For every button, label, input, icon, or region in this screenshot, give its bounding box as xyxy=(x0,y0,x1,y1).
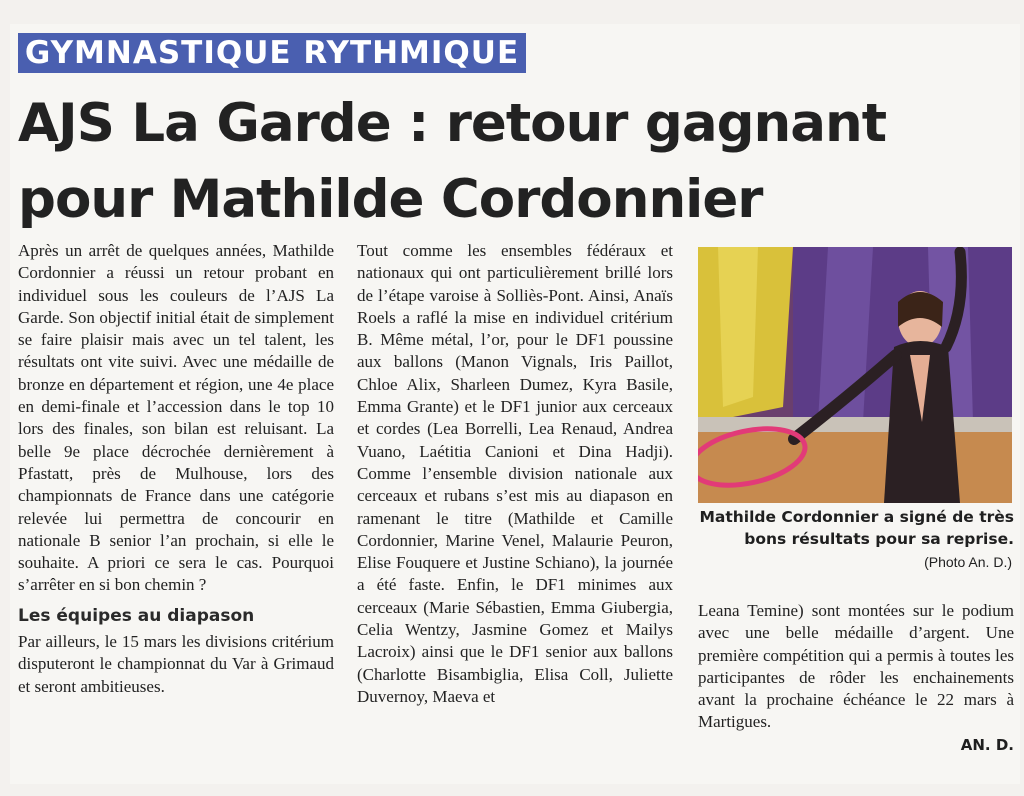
photo-caption: Mathilde Cordonnier a signé de très bons résultats pour sa reprise. xyxy=(699,508,1014,548)
article-column-3 xyxy=(698,600,1014,734)
headline-line-2: pour Mathilde Cordonnier xyxy=(18,169,763,230)
section-rubric: GYMNASTIQUE RYTHMIQUE xyxy=(18,33,526,73)
article-headline xyxy=(18,86,918,238)
article-column-2 xyxy=(357,240,673,708)
column-1-paragraph-1: Après un arrêt de quelques années, Mathilde Cordonnier a réussi un retour probant en individuel sous les couleurs de l’AJS La Garde. Son objectif initial était de simplement se faire plaisir mais avec un tel talent, les résultats ont vite suivi. Avec une médaille de bronze en département et région, une 4e place en demi-finale et l’accession dans le top 10 lors des finales, son bilan est reluisant. La belle 9e place décrochée dernièrement à Pfastatt, près de Mulhouse, lors des championnats de France dans une catégorie relevée lui permettra de concourir en nationale B senior l’an prochain, si elle le souhaite. A priori ce sera le cas. Pourquoi s’arrêter en si bon chemin ? xyxy=(18,241,334,595)
gymnast-photo xyxy=(698,247,1012,503)
headline-line-1: AJS La Garde : retour gagnant xyxy=(18,93,887,154)
column-2-paragraph: Tout comme les ensembles fédéraux et nationaux qui ont particulièrement brillé lors de l’étape varoise à Solliès-Pont. Ainsi, Anaïs Roels a raflé la mise en individuel critérium B. Même métal, l’or, pour le DF1 poussine aux ballons (Manon Vignals, Iris Paillot, Chloe Alix, Sharleen Dumez, Kyra Basile, Emma Grante) et le DF1 junior aux cerceaux et cordes (Lea Borrelli, Lea Renaud, Andrea Vuano, Laétitia Canioni et Dina Hadji). Comme l’ensemble division nationale aux cerceaux et rubans s’est mis au diapason en ramenant le titre (Mathilde et Camille Cordonnier, Marine Venel, Malaurie Peuron, Elise Fouquere et Justine Schiano), la journée a été faste. Enfin, le DF1 minimes aux cerceaux (Marie Sébastien, Emma Giubergia, Celia Wentzy, Jasmine Gomez et Mailys Lacroix) ainsi que le DF1 senior aux ballons (Charlotte Bisambiglia, Elisa Coll, Juliette Duvernoy, Maeva et xyxy=(357,241,673,706)
photo-credit: (Photo An. D.) xyxy=(924,554,1012,570)
column-3-paragraph: Leana Temine) sont montées sur le podium avec une belle médaille d’argent. Une première compétition qui a permis à toutes les participantes de rôder les enchainements avant la prochaine échéance le 22 mars à Martigues. xyxy=(698,601,1014,732)
section-subheading: Les équipes au diapason xyxy=(18,605,255,626)
article-column-1 xyxy=(18,240,334,698)
column-1-paragraph-2: Par ailleurs, le 15 mars les divisions critérium disputeront le championnat du Var à Grimaud et seront ambitieuses. xyxy=(18,632,334,696)
author-signature: AN. D. xyxy=(960,736,1014,754)
bleed-through-text-top xyxy=(0,2,1024,24)
gymnast-photo-illustration xyxy=(698,247,1012,503)
